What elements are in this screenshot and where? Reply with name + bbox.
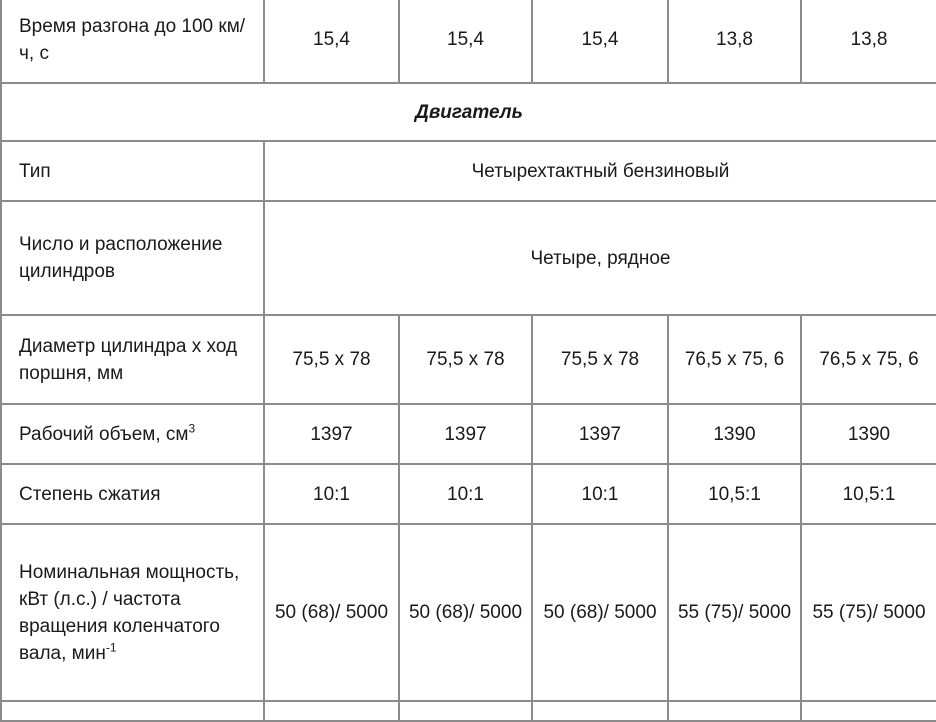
row-label-text: Номинальная мощность, кВт (л.с.) / частота вращения коленчатого вала, мин <box>19 561 240 664</box>
table-cell: 75,5 х 78 <box>532 315 668 404</box>
table-cell: 10:1 <box>532 464 668 524</box>
table-cell-span: Четыре, рядное <box>264 201 936 315</box>
table-cell: 50 (68)/ 5000 <box>532 524 668 701</box>
table-cell: 13,8 <box>801 0 936 83</box>
table-cell: 55 (75)/ 5000 <box>668 524 801 701</box>
table-cell: 76,5 х 75, 6 <box>668 315 801 404</box>
table-cell: 10,5:1 <box>801 464 936 524</box>
table-row <box>1 141 936 201</box>
table-row <box>1 524 936 701</box>
row-label <box>1 524 264 701</box>
table-cell: 10,5:1 <box>668 464 801 524</box>
table-cell: 15,4 <box>264 0 399 83</box>
row-label-text: Рабочий объем, см <box>19 423 189 445</box>
row-label <box>1 404 264 464</box>
table-row <box>1 0 936 83</box>
row-label: Время разгона до 100 км/ч, с <box>1 0 264 83</box>
section-heading: Двигатель <box>1 83 936 141</box>
table-cell: 75,5 х 78 <box>264 315 399 404</box>
unit-superscript: 3 <box>188 421 196 436</box>
table-row <box>1 315 936 404</box>
table-cell: 76,5 х 75, 6 <box>801 315 936 404</box>
table-cell-empty <box>532 701 668 721</box>
table-cell-empty <box>399 701 532 721</box>
table-cell-empty <box>264 701 399 721</box>
table-cell: 10:1 <box>264 464 399 524</box>
table-cell: 1397 <box>264 404 399 464</box>
table-cell: 10:1 <box>399 464 532 524</box>
table-row-partial <box>1 701 936 721</box>
table-cell: 1397 <box>532 404 668 464</box>
table-cell: 50 (68)/ 5000 <box>399 524 532 701</box>
unit-superscript: -1 <box>105 640 117 655</box>
table-cell: 1397 <box>399 404 532 464</box>
table-cell: 15,4 <box>532 0 668 83</box>
row-label: Число и расположение цилиндров <box>1 201 264 315</box>
table-cell-empty <box>1 701 264 721</box>
table-cell: 50 (68)/ 5000 <box>264 524 399 701</box>
table-cell: 15,4 <box>399 0 532 83</box>
table-row <box>1 201 936 315</box>
table-row <box>1 404 936 464</box>
table-cell: 55 (75)/ 5000 <box>801 524 936 701</box>
section-row <box>1 83 936 141</box>
table-cell: 13,8 <box>668 0 801 83</box>
table-cell-empty <box>801 701 936 721</box>
row-label: Тип <box>1 141 264 201</box>
table-cell: 1390 <box>801 404 936 464</box>
table-cell-span: Четырехтактный бензиновый <box>264 141 936 201</box>
table-row <box>1 464 936 524</box>
row-label: Степень сжатия <box>1 464 264 524</box>
table-cell: 1390 <box>668 404 801 464</box>
table-cell: 75,5 х 78 <box>399 315 532 404</box>
table-cell-empty <box>668 701 801 721</box>
row-label: Диаметр цилиндра х ход поршня, мм <box>1 315 264 404</box>
